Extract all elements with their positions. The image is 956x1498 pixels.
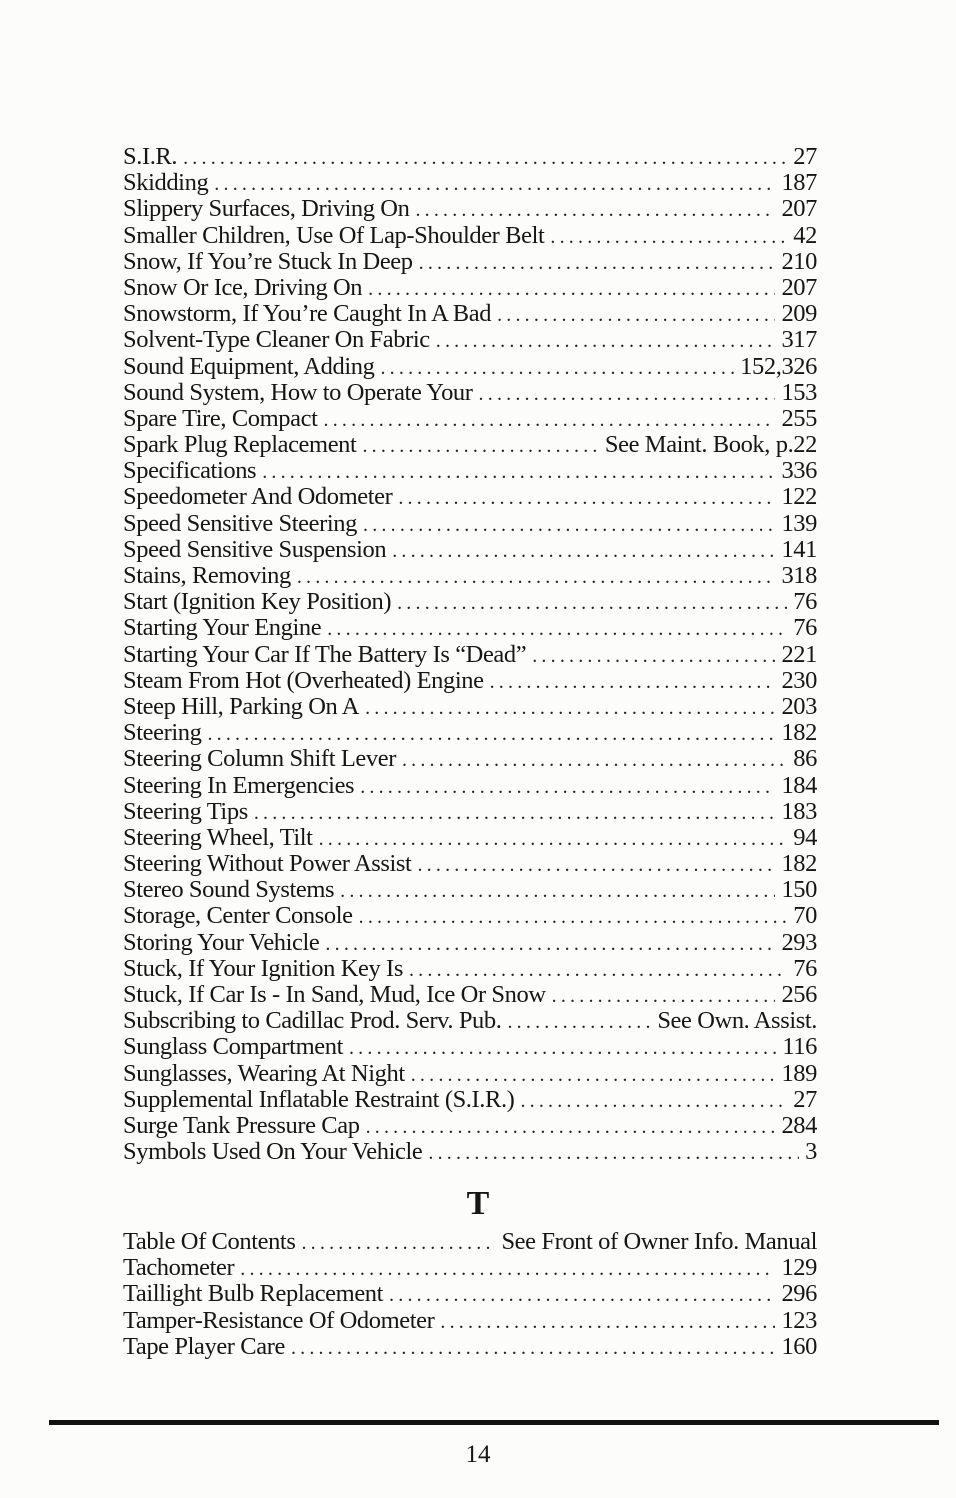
index-page-ref: 255 [781, 404, 817, 432]
index-entry [123, 432, 817, 458]
index-term: Subscribing to Cadillac Prod. Serv. Pub. [123, 1007, 502, 1035]
index-page-ref: 182 [781, 719, 817, 747]
dot-leader [380, 355, 734, 381]
index-page-ref: 203 [781, 692, 817, 720]
index-entry [123, 380, 817, 406]
index-page-ref: 150 [781, 876, 817, 904]
index-page-ref: 129 [781, 1254, 817, 1282]
dot-leader [360, 774, 775, 800]
index-entry [123, 825, 817, 851]
index-entry [123, 511, 817, 537]
index-entry [123, 694, 817, 720]
index-page-ref: 207 [781, 273, 817, 301]
dot-leader [325, 931, 775, 957]
dot-leader [520, 1088, 787, 1114]
index-page-ref: 183 [781, 797, 817, 825]
index-term: Specifications [123, 457, 257, 485]
index-page-ref: 184 [781, 771, 817, 799]
index-entry [123, 1113, 817, 1139]
index-page-ref: 27 [793, 1085, 817, 1113]
index-term: Steep Hill, Parking On A [123, 692, 360, 720]
dot-leader [417, 852, 775, 878]
index-term: S.I.R. [123, 143, 178, 170]
index-entry [123, 354, 817, 380]
index-entry [123, 1061, 817, 1087]
index-entry [123, 1308, 817, 1334]
dot-leader [301, 1230, 495, 1256]
dot-leader [359, 904, 788, 930]
index-page-ref: 296 [781, 1280, 817, 1308]
index-page-ref: 182 [781, 850, 817, 878]
index-term: Steering Wheel, Tilt [123, 823, 313, 851]
dot-leader [490, 669, 776, 695]
dot-leader [327, 616, 787, 642]
index-term: Sound Equipment, Adding [123, 352, 375, 380]
index-page-ref: 139 [781, 509, 817, 537]
dot-leader [440, 1309, 775, 1335]
dot-leader [262, 459, 775, 485]
dot-leader [532, 643, 775, 669]
index-page-ref: 70 [793, 902, 817, 930]
index-entry [123, 327, 817, 353]
index-term: Surge Tank Pressure Cap [123, 1111, 360, 1139]
index-term: Steering Tips [123, 797, 248, 825]
index-page-ref: 76 [793, 588, 817, 616]
index-page-ref: 3 [805, 1138, 817, 1166]
index-term: Slippery Surfaces, Driving On [123, 195, 410, 223]
index-page-ref: 317 [781, 326, 817, 354]
dot-leader [363, 512, 775, 538]
index-page-ref: 160 [781, 1332, 817, 1360]
index-term: Spark Plug Replacement [123, 431, 357, 459]
index-term: Speedometer And Odometer [123, 483, 393, 511]
index-page-ref: 86 [793, 745, 817, 773]
index-term: Starting Your Car If The Battery Is “Dead” [123, 640, 527, 668]
dot-leader [319, 826, 788, 852]
index-term: Stains, Removing [123, 562, 291, 589]
dot-leader [436, 328, 776, 354]
index-term: Snowstorm, If You’re Caught In A Bad [123, 300, 492, 328]
index-entry [123, 799, 817, 825]
dot-leader [240, 1256, 775, 1282]
index-term: Steering [123, 719, 202, 747]
index-term: Snow, If You’re Stuck In Deep [123, 247, 413, 275]
index-page-ref: 284 [781, 1111, 817, 1139]
index-entry [123, 668, 817, 694]
dot-leader [419, 250, 776, 276]
dot-leader [254, 800, 776, 826]
index-page-ref: 42 [793, 221, 817, 249]
index-page-ref: 27 [793, 143, 817, 170]
dot-leader [428, 1140, 799, 1166]
dot-leader [349, 1035, 776, 1061]
index-page-ref: 141 [781, 535, 817, 563]
index-term: Tamper-Resistance Of Odometer [123, 1306, 435, 1334]
index-entry [123, 615, 817, 641]
index-entry [123, 406, 817, 432]
index-entry [123, 1034, 817, 1060]
index-page-ref: 76 [793, 614, 817, 642]
index-page-ref: 209 [781, 300, 817, 328]
index-entry [123, 589, 817, 615]
dot-leader [362, 433, 598, 459]
dot-leader [398, 485, 775, 511]
index-entry [123, 1255, 817, 1281]
index-term: Speed Sensitive Suspension [123, 535, 387, 563]
index-entry [123, 563, 817, 589]
index-page-ref: 207 [781, 195, 817, 223]
index-term: Storing Your Vehicle [123, 928, 320, 956]
index-entry [123, 275, 817, 301]
index-entry [123, 1087, 817, 1113]
index-term: Steam From Hot (Overheated) Engine [123, 666, 484, 694]
index-t-list [123, 1229, 817, 1360]
index-entry [123, 1008, 817, 1034]
index-entry [123, 773, 817, 799]
index-page-ref: See Maint. Book, p.22 [604, 431, 817, 459]
index-entry [123, 223, 817, 249]
dot-leader [402, 747, 787, 773]
index-term: Supplemental Inflatable Restraint (S.I.R.) [123, 1085, 515, 1113]
dot-leader [479, 381, 776, 407]
dot-leader [291, 1335, 775, 1361]
index-term: Tachometer [123, 1254, 235, 1282]
index-term: Symbols Used On Your Vehicle [123, 1138, 423, 1166]
index-entry [123, 144, 817, 170]
index-entry [123, 170, 817, 196]
page-number: 14 [465, 1441, 491, 1468]
index-page-ref: 221 [781, 640, 817, 668]
index-entry [123, 1229, 817, 1255]
index-term: Speed Sensitive Steering [123, 509, 358, 537]
index-page-ref: 94 [793, 823, 817, 851]
index-page-ref: 318 [781, 562, 817, 589]
dot-leader [409, 957, 787, 983]
index-term: Start (Ignition Key Position) [123, 588, 392, 616]
section-heading-t: T [466, 1185, 490, 1222]
dot-leader [368, 276, 775, 302]
index-page-ref: 336 [781, 457, 817, 485]
index-page-ref: 210 [781, 247, 817, 275]
index-page-ref: See Front of Owner Info. Manual [501, 1228, 817, 1255]
dot-leader [392, 538, 775, 564]
index-entry [123, 903, 817, 929]
index-entry [123, 956, 817, 982]
index-entry [123, 930, 817, 956]
dot-leader [324, 407, 776, 433]
index-page-ref: 256 [781, 981, 817, 1008]
index-term: Spare Tire, Compact [123, 404, 318, 432]
index-entry [123, 642, 817, 668]
index-term: Tape Player Care [123, 1332, 285, 1360]
index-term: Table Of Contents [123, 1228, 296, 1255]
index-term: Stuck, If Your Ignition Key Is [123, 954, 403, 982]
index-entry [123, 851, 817, 877]
index-page-ref: 152,326 [740, 352, 817, 380]
index-page-ref: 76 [793, 954, 817, 982]
index-term: Solvent-Type Cleaner On Fabric [123, 326, 430, 354]
index-page-ref: 116 [782, 1033, 817, 1061]
dot-leader [214, 171, 775, 197]
index-page-ref: 293 [781, 928, 817, 956]
dot-leader [497, 302, 775, 328]
dot-leader [297, 564, 776, 590]
index-entry [123, 982, 817, 1008]
index-s-list [123, 144, 817, 1165]
index-term: Steering In Emergencies [123, 771, 355, 799]
index-term: Smaller Children, Use Of Lap-Shoulder Belt [123, 221, 545, 249]
index-term: Sound System, How to Operate Your [123, 378, 473, 406]
index-page-ref: 123 [781, 1306, 817, 1334]
dot-leader [552, 983, 776, 1009]
dot-leader [340, 878, 775, 904]
index-term: Storage, Center Console [123, 902, 353, 930]
index-entry [123, 196, 817, 222]
index-entry [123, 746, 817, 772]
dot-leader [411, 1062, 776, 1088]
index-page-ref: 122 [781, 483, 817, 511]
dot-leader [415, 197, 775, 223]
index-entry [123, 537, 817, 563]
index-page-ref: 230 [781, 666, 817, 694]
index-term: Snow Or Ice, Driving On [123, 273, 363, 301]
dot-leader [207, 721, 775, 747]
index-entry [123, 249, 817, 275]
index-page-ref: 153 [781, 378, 817, 406]
index-term: Sunglasses, Wearing At Night [123, 1059, 405, 1087]
dot-leader [183, 145, 787, 171]
index-term: Skidding [123, 169, 209, 197]
dot-leader [389, 1282, 775, 1308]
index-entry [123, 877, 817, 903]
index-term: Starting Your Engine [123, 614, 322, 642]
dot-leader [397, 590, 787, 616]
dot-leader [507, 1009, 651, 1035]
index-term: Stereo Sound Systems [123, 876, 335, 904]
index-page-ref: 189 [781, 1059, 817, 1087]
index-term: Sunglass Compartment [123, 1033, 343, 1061]
index-term: Stuck, If Car Is - In Sand, Mud, Ice Or Snow [123, 981, 546, 1008]
index-term: Taillight Bulb Replacement [123, 1280, 384, 1308]
dot-leader [365, 695, 775, 721]
index-page-ref: 187 [781, 169, 817, 197]
index-entry [123, 1334, 817, 1360]
index-term: Steering Without Power Assist [123, 850, 412, 878]
index-entry [123, 1281, 817, 1307]
footer-rule [49, 1420, 939, 1425]
index-entry [123, 301, 817, 327]
index-entry [123, 720, 817, 746]
index-entry [123, 458, 817, 484]
dot-leader [366, 1114, 776, 1140]
index-entry [123, 484, 817, 510]
index-term: Steering Column Shift Lever [123, 745, 396, 773]
index-page-ref: See Own. Assist. [657, 1007, 817, 1035]
index-entry [123, 1139, 817, 1165]
dot-leader [550, 224, 787, 250]
